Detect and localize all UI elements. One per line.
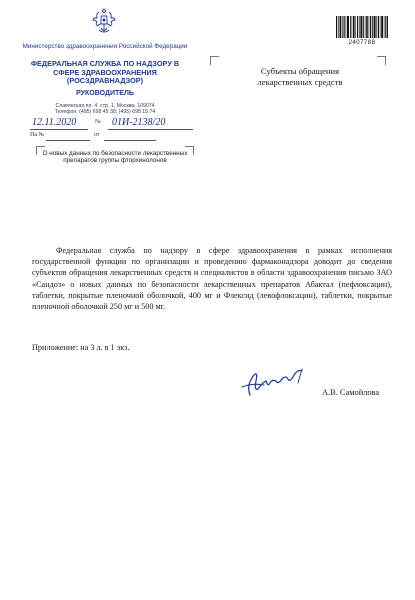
registration-number: 01И-2138/20 <box>112 117 166 128</box>
ministry-name: Министерство здравоохранения Российской Федерации <box>22 43 188 50</box>
barcode-number: 2407788 <box>348 40 376 46</box>
letter-body: Федеральная служба по надзору в сфере здравоохранения в рамках исполнения государственной функции по организации и проведению фармаконадзора доводит до сведения субъектов обращения лекарственных средств и специалистов в области здравоохранения письмо ЗАО «Сандоз» о новых данных по безопасности лекарственных препаратов Абактал (пефлоксацин), таблетки, покрытые пленочной оболочкой, 400 мг и Флексид (левофлоксацин), таблетки, покрытые пленочной оболочкой 250 мг и 500 мг. <box>32 246 392 312</box>
reference-line <box>30 132 195 142</box>
recipient: Субъекты обращения лекарственных средств <box>257 66 343 87</box>
sender-role: РУКОВОДИТЕЛЬ <box>76 90 134 97</box>
address-line: Славянская пл. 4, стр. 1, Москва, 109074 <box>55 103 155 109</box>
barcode-image <box>336 16 388 38</box>
phone-line: Телефон: (495) 698 45 38; (495) 698 15 74 <box>54 109 156 116</box>
coat-of-arms-emblem <box>90 6 118 36</box>
reference-label: На № <box>30 132 45 138</box>
signer-name: А.В. Самойлова <box>322 388 380 397</box>
handwritten-signature <box>236 365 316 401</box>
number-label: № <box>95 119 101 125</box>
agency-name: ФЕДЕРАЛЬНАЯ СЛУЖБА ПО НАДЗОРУ В СФЕРЕ ЗДРАВООХРАНЕНИЯ (РОСЗДРАВНАДЗОР) <box>30 59 180 86</box>
attachment-note: Приложение: на 3 л. в 1 экз. <box>32 343 130 352</box>
registration-date: 12.11.2020 <box>32 117 77 128</box>
sender-address <box>20 103 190 115</box>
reference-from-label: от <box>94 132 100 138</box>
letter-subject: О новых данных по безопасности лекарственных препаратов группы фторхинолонов <box>42 150 188 165</box>
registration-line <box>30 118 195 130</box>
